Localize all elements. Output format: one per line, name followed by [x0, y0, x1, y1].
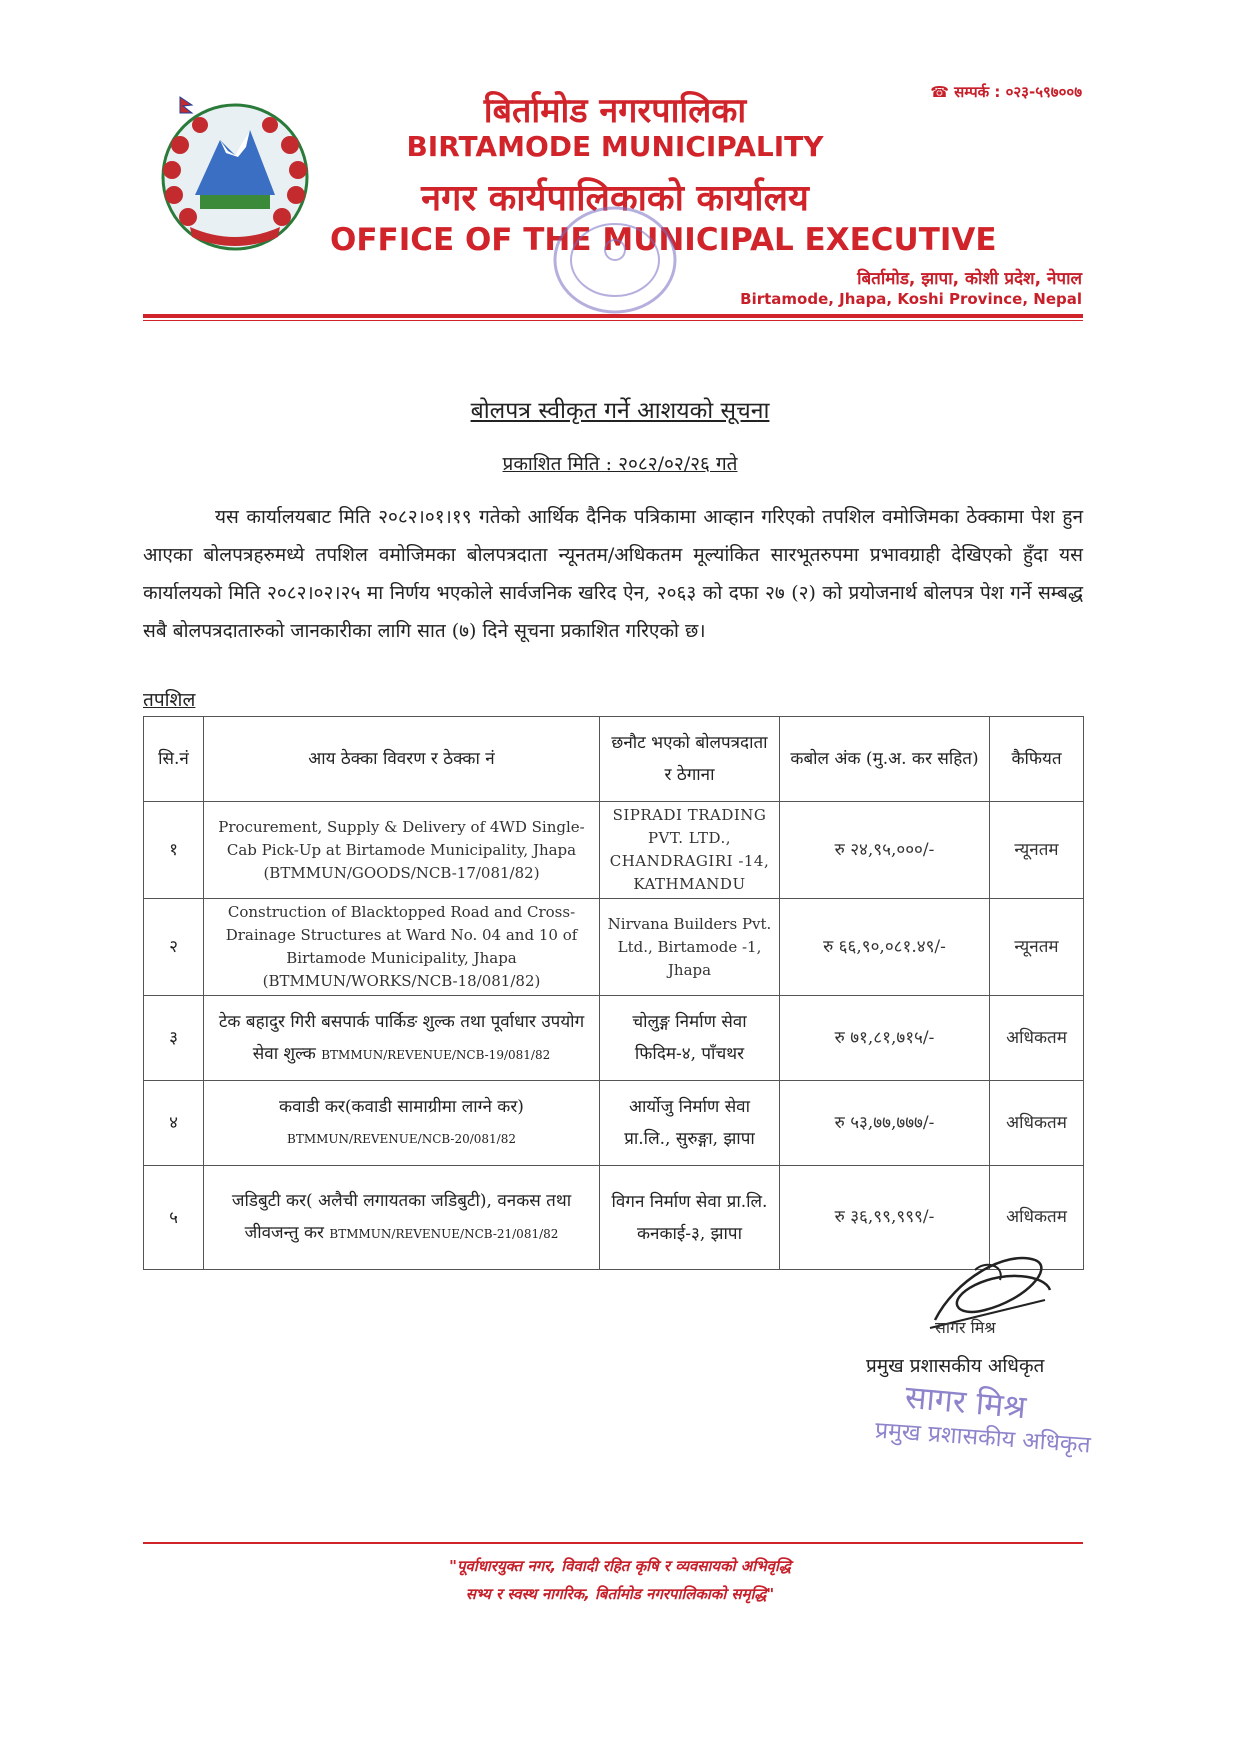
- notice-body: यस कार्यालयबाट मिति २०८२।०१।१९ गतेको आर्थिक दैनिक पत्रिकामा आव्हान गरिएको तपशिल वमोजिमका ठेक्कामा पेश हुन आएका बोलपत्रहरुमध्ये तपशिल वमोजिमका बोलपत्रदाता न्यूनतम/अधिकतम मूल्यांकित सारभूतरुपमा प्रभावग्राही देखिएको हुँदा यस कार्यालयको मिति २०८२।०२।२५ मा निर्णय भएकोले सार्वजनिक खरिद ऐन, २०६३ को दफा २७ (२) को प्रयोजनार्थ बोलपत्र पेश गर्ने सम्बद्ध सबै बोलपत्रदातारुको जानकारीका लागि सात (७) दिने सूचना प्रकाशित गरिएको छ।: [143, 506, 1083, 642]
- table-row: [144, 1081, 1084, 1166]
- row-sn: १: [144, 802, 204, 899]
- row-description: [204, 1081, 600, 1166]
- row-amount: रु ५३,७७,७७७/-: [780, 1081, 990, 1166]
- row-description-text: जडिबुटी कर( अलैची लगायतका जडिबुटी), वनकस तथा जीवजन्तु कर: [231, 1191, 572, 1243]
- row-amount: रु ६६,९०,०८१.४९/-: [780, 899, 990, 996]
- row-amount: रु ७१,८१,७१५/-: [780, 996, 990, 1081]
- designation-stamp: प्रमुख प्रशासकीय अधिकृत: [874, 1417, 1092, 1459]
- row-remark: न्यूनतम: [990, 802, 1084, 899]
- table-header-row: [144, 717, 1084, 802]
- footer-divider: [143, 1542, 1083, 1544]
- row-description: [204, 802, 600, 899]
- header-divider-thin: [143, 320, 1083, 321]
- row-bidder: SIPRADI TRADING PVT. LTD., CHANDRAGIRI -14, KATHMANDU: [600, 802, 780, 899]
- header-remark: कैफियत: [990, 717, 1084, 802]
- row-description-code: BTMMUN/REVENUE/NCB-21/081/82: [329, 1227, 559, 1241]
- row-description-text: कवाडी कर(कवाडी सामाग्रीमा लाग्ने कर): [279, 1097, 524, 1117]
- row-amount: रु ३६,९९,९९९/-: [780, 1166, 990, 1270]
- header-bidder: छनौट भएको बोलपत्रदाता र ठेगाना: [600, 717, 780, 802]
- row-bidder: Nirvana Builders Pvt. Ltd., Birtamode -1, Jhapa: [600, 899, 780, 996]
- footer-slogan-line1: "पूर्वाधारयुक्त नगर, विवादी रहित कृषि र व्यवसायको अभिवृद्धि: [449, 1557, 791, 1575]
- table-row: [144, 802, 1084, 899]
- address-nepali: बिर्तामोड, झापा, कोशी प्रदेश, नेपाल: [857, 269, 1082, 289]
- row-sn: २: [144, 899, 204, 996]
- row-amount: रु २४,९५,०००/-: [780, 802, 990, 899]
- footer-slogan-line2: सभ्य र स्वस्थ नागरिक, बिर्तामोड नगरपालिकाको समृद्धि": [465, 1585, 775, 1603]
- row-description-code: BTMMUN/REVENUE/NCB-20/081/82: [287, 1132, 516, 1146]
- signatory-name: सागर मिश्र: [935, 1318, 996, 1337]
- row-sn: ५: [144, 1166, 204, 1270]
- name-stamp: सागर मिश्र: [903, 1377, 1028, 1427]
- row-remark: न्यूनतम: [990, 899, 1084, 996]
- contact-number: ☎ सम्पर्क : ०२३-५९७००७: [930, 83, 1082, 101]
- row-description-text: Construction of Blacktopped Road and Cross-Drainage Structures at Ward No. 04 and 10 of Birtamode Municipality, Jhapa (BTMMUN/WORKS/NCB-18/081/82): [225, 903, 578, 990]
- office-name-english: OFFICE OF THE MUNICIPAL EXECUTIVE: [330, 222, 997, 258]
- row-bidder: चोलुङ्ग निर्माण सेवा फिदिम-४, पाँचथर: [600, 996, 780, 1081]
- row-remark: अधिकतम: [990, 1081, 1084, 1166]
- table-row: [144, 899, 1084, 996]
- row-description: [204, 899, 600, 996]
- signatory-designation: प्रमुख प्रशासकीय अधिकृत: [866, 1355, 1045, 1377]
- notice-title: बोलपत्र स्वीकृत गर्ने आशयको सूचना: [470, 398, 770, 424]
- header-divider: [143, 314, 1083, 318]
- row-remark: अधिकतम: [990, 1166, 1084, 1270]
- row-description-text: Procurement, Supply & Delivery of 4WD Single-Cab Pick-Up at Birtamode Municipality, Jhapa (BTMMUN/GOODS/NCB-17/081/82): [218, 817, 585, 882]
- row-sn: ३: [144, 996, 204, 1081]
- municipality-name-english: BIRTAMODE MUNICIPALITY: [406, 130, 824, 163]
- table-caption: तपशिल: [143, 689, 196, 711]
- row-description: [204, 1166, 600, 1270]
- header-sn: सि.नं: [144, 717, 204, 802]
- row-remark: अधिकतम: [990, 996, 1084, 1081]
- header-amount: कबोल अंक (मु.अ. कर सहित): [780, 717, 990, 802]
- row-bidder: आर्योजु निर्माण सेवा प्रा.लि., सुरुङ्गा, झापा: [600, 1081, 780, 1166]
- table-row: [144, 996, 1084, 1081]
- office-seal-stamp: [530, 200, 700, 320]
- published-date: प्रकाशित मिति : २०८२/०२/२६ गते: [502, 453, 738, 475]
- nepal-emblem-logo: [150, 95, 320, 255]
- row-bidder: विगन निर्माण सेवा प्रा.लि. कनकाई-३, झापा: [600, 1166, 780, 1270]
- row-sn: ४: [144, 1081, 204, 1166]
- row-description-code: BTMMUN/REVENUE/NCB-19/081/82: [321, 1047, 551, 1062]
- address-english: Birtamode, Jhapa, Koshi Province, Nepal: [740, 290, 1082, 308]
- header-description: आय ठेक्का विवरण र ठेक्का नं: [204, 717, 600, 802]
- bid-table: [143, 716, 1084, 1270]
- row-description: [204, 996, 600, 1081]
- row-description-text: टेक बहादुर गिरी बसपार्क पार्किङ शुल्क तथा पूर्वाधार उपयोग सेवा शुल्क: [218, 1011, 585, 1064]
- office-name-nepali: नगर कार्यपालिकाको कार्यालय: [421, 178, 809, 219]
- municipality-name-nepali: बिर्तामोड नगरपालिका: [483, 91, 747, 131]
